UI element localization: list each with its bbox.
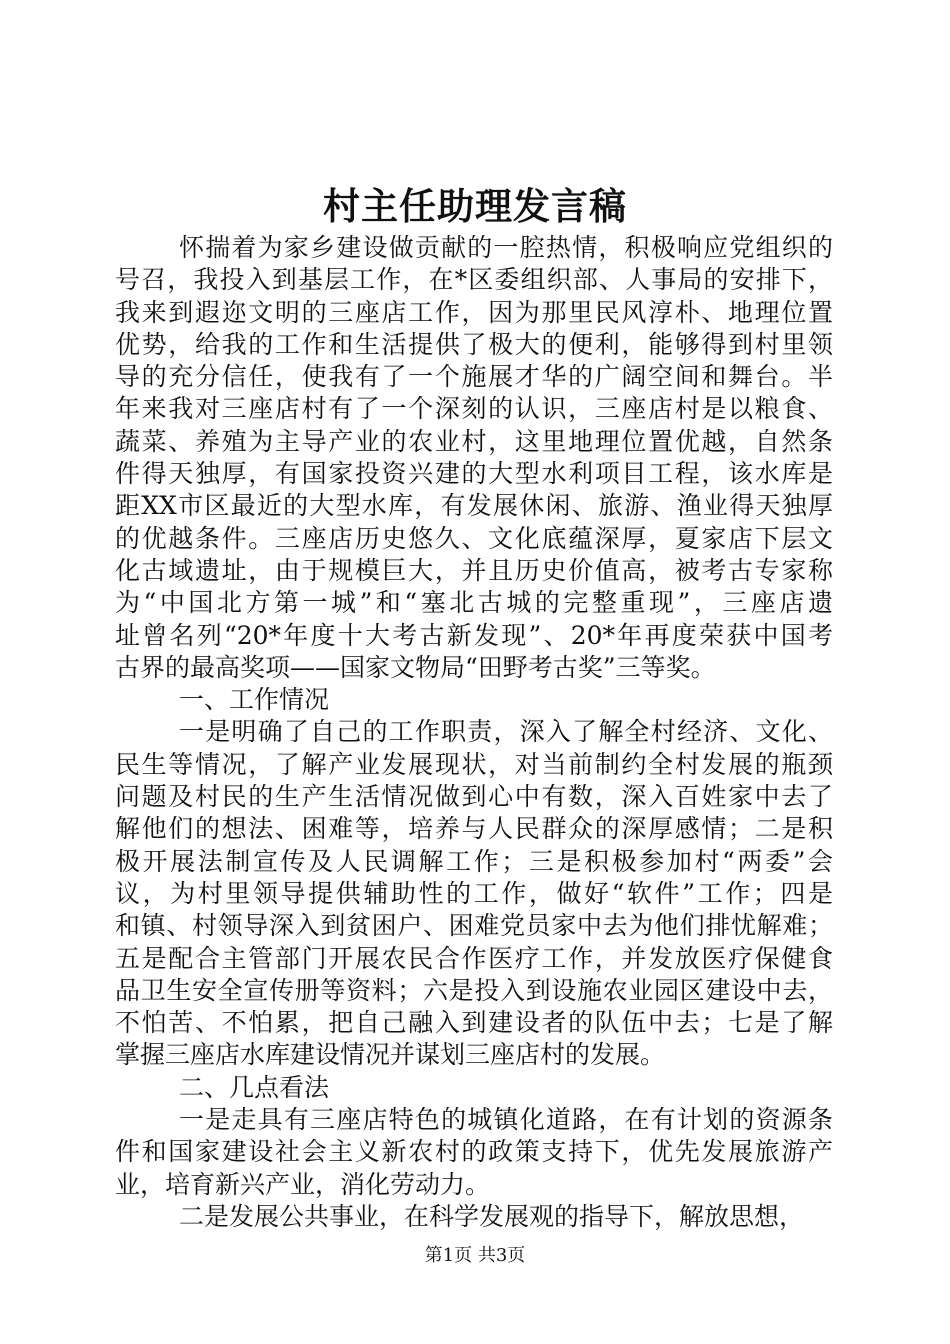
- paragraph-line: 问题及村民的生产生活情况做到心中有数，深入百姓家中去了: [115, 782, 833, 812]
- paragraph-line: 极开展法制宣传及人民调解工作；三是积极参加村“两委”会: [115, 846, 833, 876]
- paragraph-line: 件得天独厚，有国家投资兴建的大型水利项目工程，该水库是: [115, 459, 833, 489]
- paragraph-line: 品卫生安全宣传册等资料；六是投入到设施农业园区建设中去，: [115, 975, 833, 1005]
- paragraph-line: 导的充分信任，使我有了一个施展才华的广阔空间和舞台。半: [115, 362, 833, 392]
- paragraph-line: 件和国家建设社会主义新农村的政策支持下，优先发展旅游产: [115, 1137, 833, 1167]
- paragraph-line: 掌握三座店水库建设情况并谋划三座店村的发展。: [115, 1040, 666, 1070]
- paragraph-line: 怀揣着为家乡建设做贡献的一腔热情，积极响应党组织的: [179, 233, 833, 262]
- paragraph-line: 号召，我投入到基层工作，在*区委组织部、人事局的安排下，: [115, 265, 833, 295]
- paragraph-line: 五是配合主管部门开展农民合作医疗工作，并发放医疗保健食: [115, 943, 833, 973]
- paragraph-line: 为“中国北方第一城”和“塞北古城的完整重现”，三座店遗: [115, 588, 833, 618]
- paragraph-line: 民生等情况，了解产业发展现状，对当前制约全村发展的瓶颈: [115, 749, 833, 779]
- paragraph-line: 的优越条件。三座店历史悠久、文化底蕴深厚，夏家店下层文: [115, 523, 833, 553]
- page-footer: 第1页 共3页: [424, 1245, 526, 1266]
- paragraph-line: 优势，给我的工作和生活提供了极大的便利，能够得到村里领: [115, 329, 833, 359]
- paragraph-line: 业，培育新兴产业，消化劳动力。: [115, 1169, 491, 1199]
- paragraph-line: 化古域遗址，由于规模巨大，并且历史价值高，被考古专家称: [115, 555, 833, 585]
- section-heading: 一、工作情况: [179, 685, 330, 715]
- paragraph-line: 我来到遐迩文明的三座店工作，因为那里民风淳朴、地理位置: [115, 297, 833, 327]
- paragraph-line: 蔬菜、养殖为主导产业的农业村，这里地理位置优越，自然条: [115, 426, 833, 456]
- paragraph-line: 距XX市区最近的大型水库，有发展休闲、旅游、渔业得天独厚: [115, 491, 833, 521]
- paragraph-line: 址曾名列“20*年度十大考古新发现”、20*年再度荣获中国考: [115, 620, 833, 650]
- paragraph-line: 二是发展公共事业，在科学发展观的指导下，解放思想，: [179, 1201, 805, 1231]
- paragraph-line: 和镇、村领导深入到贫困户、困难党员家中去为他们排忧解难；: [115, 911, 833, 941]
- paragraph-line: 不怕苦、不怕累，把自己融入到建设者的队伍中去；七是了解: [115, 1008, 833, 1038]
- document-title: 村主任助理发言稿: [323, 184, 627, 228]
- paragraph-line: 一是明确了自己的工作职责，深入了解全村经济、文化、: [179, 717, 833, 747]
- paragraph-line: 议，为村里领导提供辅助性的工作，做好“软件”工作；四是: [115, 878, 833, 908]
- document-body: [115, 232, 833, 1233]
- paragraph-line: 解他们的想法、困难等，培养与人民群众的深厚感情；二是积: [115, 814, 833, 844]
- paragraph-line: 古界的最高奖项——国家文物局“田野考古奖”三等奖。: [115, 652, 716, 682]
- section-heading: 二、几点看法: [179, 1072, 330, 1102]
- paragraph-line: 年来我对三座店村有了一个深刻的认识，三座店村是以粮食、: [115, 394, 833, 424]
- paragraph-line: 一是走具有三座店特色的城镇化道路，在有计划的资源条: [179, 1105, 833, 1135]
